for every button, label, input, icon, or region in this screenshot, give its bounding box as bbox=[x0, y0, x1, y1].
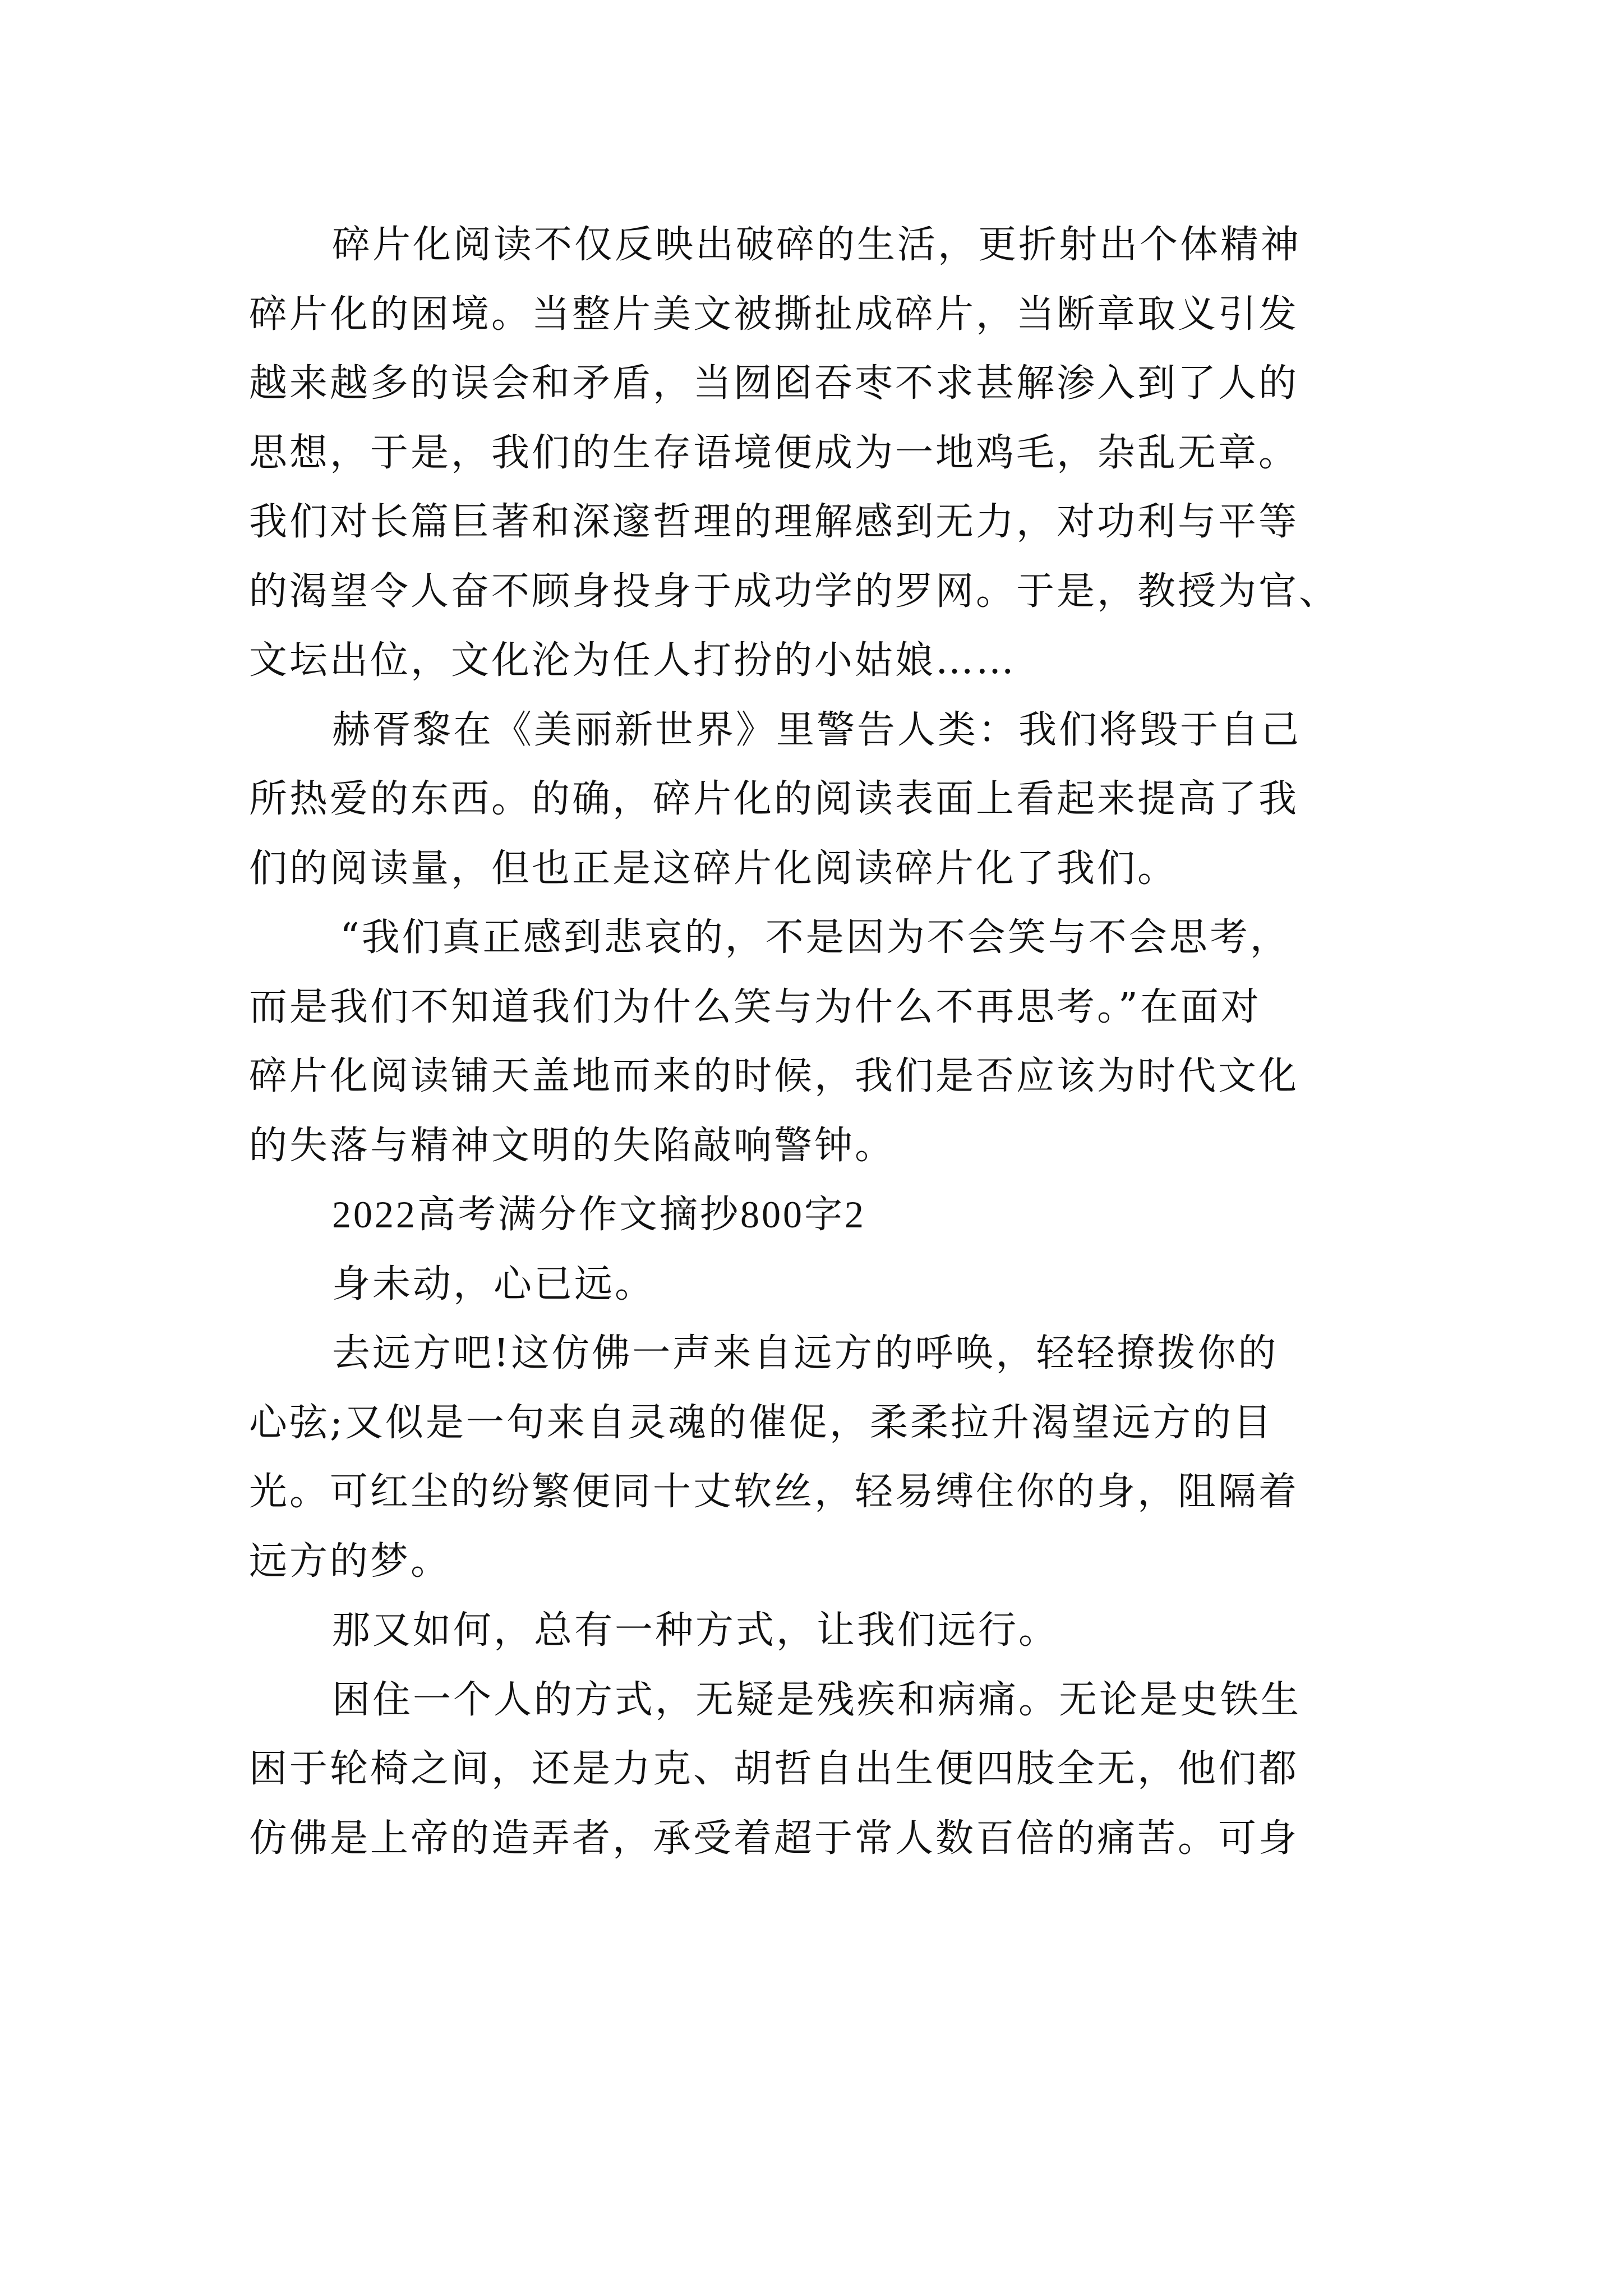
paragraph-line: 的失落与精神文明的失陷敲响警钟。 bbox=[249, 1123, 896, 1168]
paragraph-line: 越来越多的误会和矛盾，当囫囵吞枣不求甚解渗入到了人的 bbox=[249, 361, 1299, 406]
paragraph-line: 赫胥黎在《美丽新世界》里警告人类：我们将毁于自己 bbox=[332, 707, 1302, 752]
paragraph-line: 思想，于是，我们的生存语境便成为一地鸡毛，杂乱无章。 bbox=[249, 430, 1299, 475]
essay-body bbox=[249, 210, 1393, 1873]
paragraph-line: 所热爱的东西。的确，碎片化的阅读表面上看起来提高了我 bbox=[249, 777, 1299, 821]
paragraph-line: 碎片化阅读铺天盖地而来的时候，我们是否应该为时代文化 bbox=[249, 1054, 1299, 1098]
paragraph-line: 去远方吧!这仿佛一声来自远方的呼唤，轻轻撩拨你的 bbox=[332, 1331, 1279, 1375]
paragraph-line: 身未动，心已远。 bbox=[332, 1262, 656, 1306]
paragraph-line: 困住一个人的方式，无疑是残疾和病痛。无论是史铁生 bbox=[332, 1677, 1302, 1722]
paragraph-line: 我们对长篇巨著和深邃哲理的理解感到无力，对功利与平等 bbox=[249, 500, 1299, 544]
paragraph-line: 文坛出位，文化沦为任人打扮的小姑娘…… bbox=[249, 638, 1017, 683]
paragraph-line: 仿佛是上帝的造弄者，承受着超于常人数百倍的痛苦。可身 bbox=[249, 1816, 1299, 1861]
paragraph-line: 的渴望令人奋不顾身投身于成功学的罗网。于是，教授为官、 bbox=[249, 569, 1340, 614]
paragraph-line: 那又如何，总有一种方式，让我们远行。 bbox=[332, 1608, 1059, 1653]
paragraph-line: 光。可红尘的纷繁便同十丈软丝，轻易缚住你的身，阻隔着 bbox=[249, 1470, 1299, 1514]
paragraph-line: 困于轮椅之间，还是力克、胡哲自出生便四肢全无，他们都 bbox=[249, 1747, 1299, 1791]
section-heading: 2022高考满分作文摘抄800字2 bbox=[332, 1193, 866, 1236]
paragraph-line: 们的阅读量，但也正是这碎片化阅读碎片化了我们。 bbox=[249, 846, 1178, 891]
paragraph-line: 心弦;又似是一句来自灵魂的催促，柔柔拉升渴望远方的目 bbox=[249, 1400, 1274, 1445]
paragraph-line: 远方的梦。 bbox=[249, 1539, 451, 1584]
paragraph-line: “我们真正感到悲哀的，不是因为不会笑与不会思考， bbox=[340, 915, 1290, 960]
paragraph-line: 碎片化的困境。当整片美文被撕扯成碎片，当断章取义引发 bbox=[249, 292, 1299, 337]
paragraph-line: 碎片化阅读不仅反映出破碎的生活，更折射出个体精神 bbox=[332, 223, 1302, 267]
paragraph-line: 而是我们不知道我们为什么笑与为什么不再思考。”在面对 bbox=[249, 984, 1261, 1029]
